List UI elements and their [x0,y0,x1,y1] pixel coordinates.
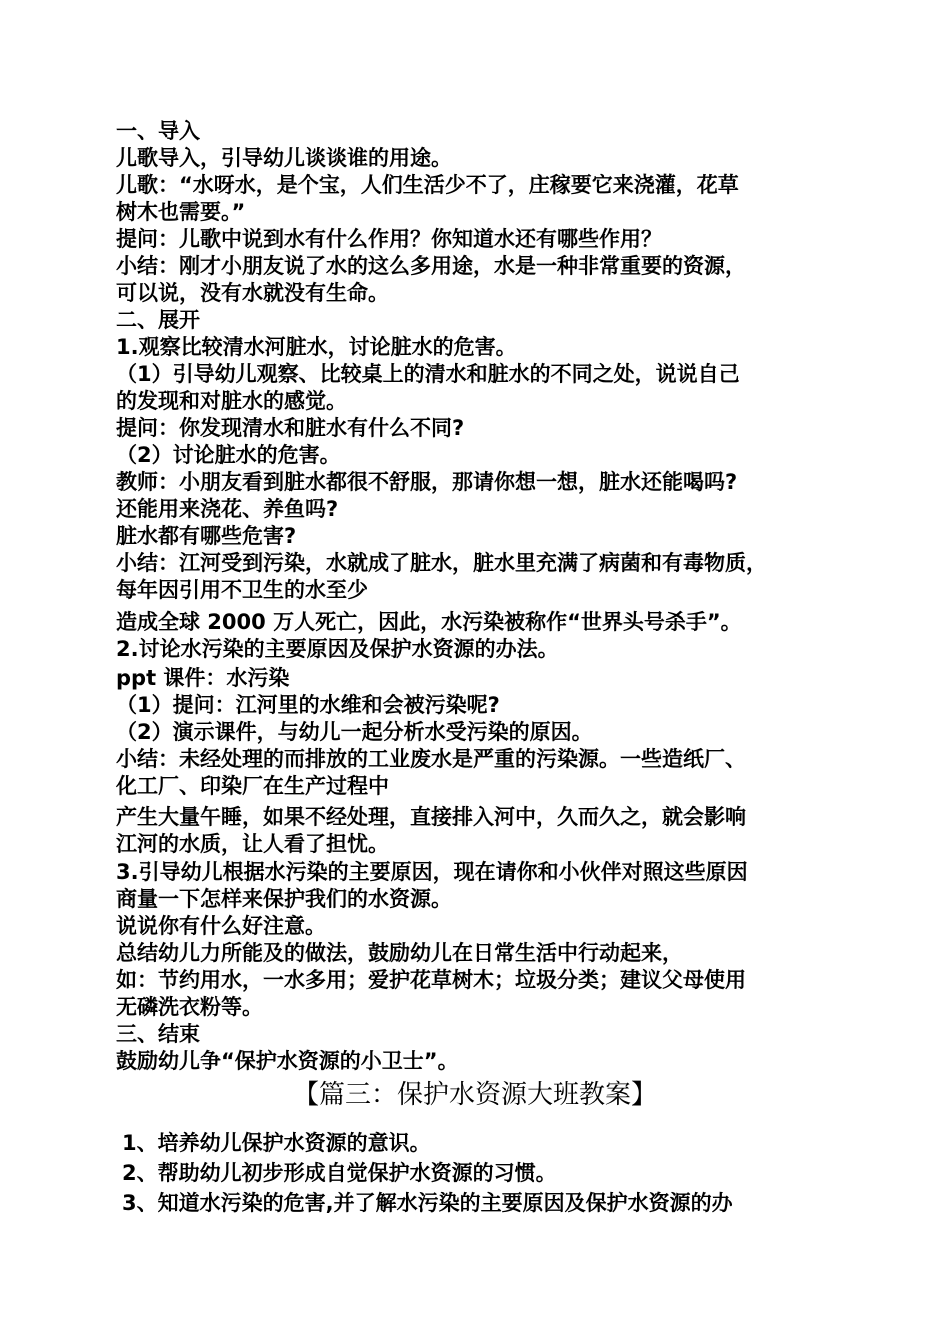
section-title-intro: 一、导入 [116,119,200,143]
goal-item: 1、培养幼儿保护水资源的意识。 [122,1131,431,1155]
text-line: 可以说，没有水就没有生命。 [116,281,389,305]
text-line: 总结幼儿力所能及的做法，鼓励幼儿在日常生活中行动起来， [116,941,683,965]
text-line: 提问：儿歌中说到水有什么作用？你知道水还有哪些作用？ [116,227,662,251]
text-line: （2）演示课件，与幼儿一起分析水受污染的原因。 [116,720,593,744]
text-line: 还能用来浇花、养鱼吗? [116,497,339,521]
text-line: 每年因引用不卫生的水至少 [116,578,368,602]
text-line: 的发现和对脏水的感觉。 [116,389,347,413]
text-line: 教师：小朋友看到脏水都很不舒服，那请你想一想，脏水还能喝吗? [116,470,738,494]
text-line: ppt 课件：水污染 [116,666,290,690]
text-line: （2）讨论脏水的危害。 [116,443,341,467]
section-title-ending: 三、结束 [116,1022,200,1046]
goal-item: 2、帮助幼儿初步形成自觉保护水资源的习惯。 [122,1161,557,1185]
text-line: 2.讨论水污染的主要原因及保护水资源的办法。 [116,637,559,661]
section-heading: 【篇三：保护水资源大班教案】 [292,1080,657,1110]
text-line: 鼓励幼儿争“保护水资源的小卫士”。 [116,1049,459,1073]
text-line: 小结：江河受到污染，水就成了脏水，脏水里充满了病菌和有毒物质， [116,551,767,575]
text-line: 化工厂、印染厂在生产过程中 [116,774,389,798]
section-title-develop: 二、展开 [116,308,200,332]
text-line: 提问：你发现清水和脏水有什么不同? [116,416,465,440]
text-line: 说说你有什么好注意。 [116,914,326,938]
text-line: （1）提问：江河里的水维和会被污染呢? [116,693,500,717]
text-line: （1）引导幼儿观察、比较桌上的清水和脏水的不同之处，说说自己 [116,362,740,386]
text-line: 儿歌导入，引导幼儿谈谈谁的用途。 [116,146,452,170]
text-line: 造成全球 2000 万人死亡，因此，水污染被称作“世界头号杀手”。 [116,610,742,634]
goal-item: 3、知道水污染的危害,并了解水污染的主要原因及保护水资源的办 [122,1191,733,1215]
text-line: 如：节约用水，一水多用；爱护花草树木；垃圾分类；建议父母使用 [116,968,746,992]
text-line: 江河的水质，让人看了担忧。 [116,832,389,856]
text-line: 树木也需要。” [116,200,246,224]
text-line: 商量一下怎样来保护我们的水资源。 [116,887,452,911]
text-line: 小结：刚才小朋友说了水的这么多用途，水是一种非常重要的资源， [116,254,746,278]
text-line: 1.观察比较清水河脏水，讨论脏水的危害。 [116,335,517,359]
text-line: 无磷洗衣粉等。 [116,995,263,1019]
text-line: 儿歌：“水呀水，是个宝，人们生活少不了，庄稼要它来浇灌，花草 [116,173,739,197]
text-line: 小结：未经处理的而排放的工业废水是严重的污染源。一些造纸厂、 [116,747,746,771]
text-line: 脏水都有哪些危害? [116,524,297,548]
text-line: 产生大量午睡，如果不经处理，直接排入河中，久而久之，就会影响 [116,805,746,829]
text-line: 3.引导幼儿根据水污染的主要原因，现在请你和小伙伴对照这些原因 [116,860,748,884]
